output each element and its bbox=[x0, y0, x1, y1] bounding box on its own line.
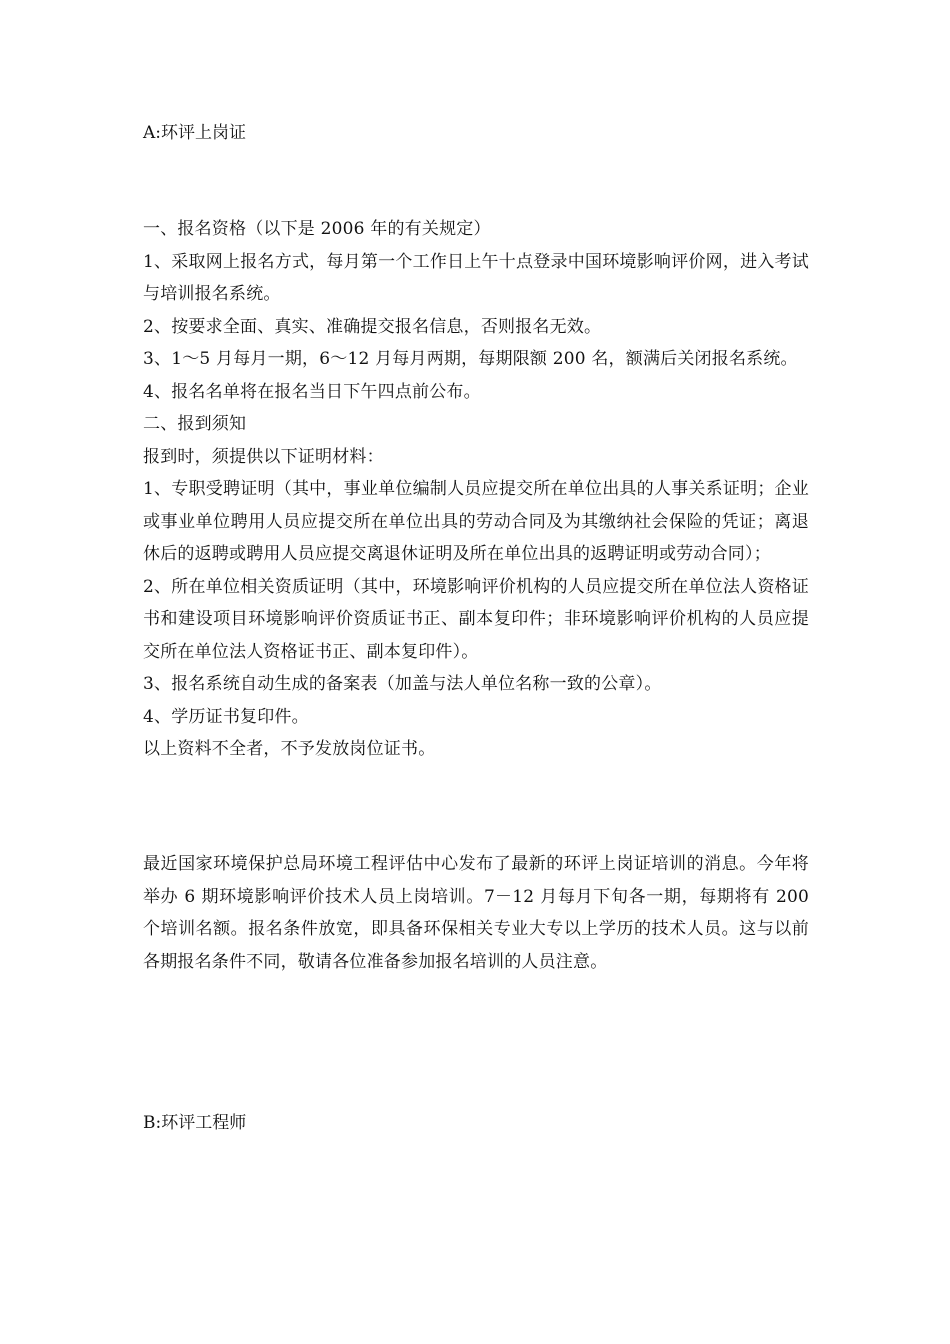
rule-item: 报到时，须提供以下证明材料： bbox=[143, 446, 384, 467]
rule-note: 以上资料不全者，不予发放岗位证书。 bbox=[143, 739, 436, 759]
rule-item: 3、1～5 月每月一期，6～12 月每月两期，每期限额 200 名，额满后关闭报名系统。 bbox=[143, 349, 798, 369]
rule-item: 1、专职受聘证明（其中，事业单位编制人员应提交所在单位出具的人事关系证明；企业或事业单位聘用人员应提交所在单位出具的劳动合同及为其缴纳社会保险的凭证；离退休后的返聘或聘用人员应提交离退休证明及所在单位出具的返聘证明或劳动合同）； bbox=[143, 479, 809, 564]
section-a-title: A:环评上岗证 bbox=[143, 123, 247, 143]
news-paragraph bbox=[143, 848, 809, 978]
rule-item: 1、采取网上报名方式，每月第一个工作日上午十点登录中国环境影响评价网，进入考试与培训报名系统。 bbox=[143, 251, 809, 304]
rule-heading-eligibility: 一、报名资格（以下是 2006 年的有关规定） bbox=[143, 219, 491, 239]
rule-heading-checkin: 二、报到须知 bbox=[143, 414, 247, 434]
rule-item: 4、学历证书复印件。 bbox=[143, 706, 309, 727]
rule-item: 3、报名系统自动生成的备案表（加盖与法人单位名称一致的公章）。 bbox=[143, 674, 662, 694]
rule-item: 4、报名名单将在报名当日下午四点前公布。 bbox=[143, 381, 481, 402]
rule-item: 2、所在单位相关资质证明（其中，环境影响评价机构的人员应提交所在单位法人资格证书和建设项目环境影响评价资质证书正、副本复印件；非环境影响评价机构的人员应提交所在单位法人资格证书正、副本复印件）。 bbox=[143, 576, 809, 662]
rule-item: 2、按要求全面、真实、准确提交报名信息，否则报名无效。 bbox=[143, 316, 602, 337]
section-b-title: B:环评工程师 bbox=[143, 1113, 247, 1133]
news-text: 最近国家环境保护总局环境工程评估中心发布了最新的环评上岗证培训的消息。今年将举办 6 期环境影响评价技术人员上岗培训。7－12 月每月下旬各一期，每期将有 200 个培训名额。报名条件放宽，即具备环保相关专业大专以上学历的技术人员。这与以前各期报名条件不同，敬请各位准备参加报名培训的人员注意。 bbox=[143, 854, 809, 972]
registration-rules bbox=[143, 213, 809, 766]
